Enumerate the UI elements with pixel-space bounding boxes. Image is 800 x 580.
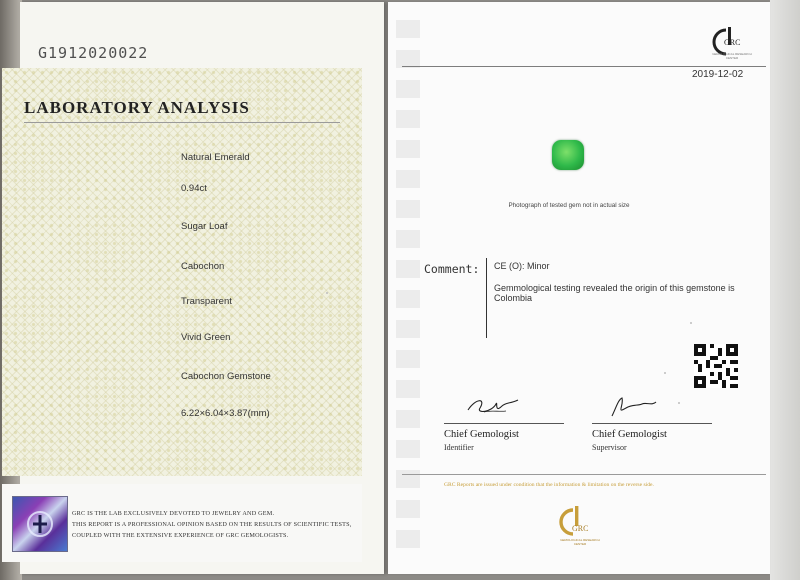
grc-gold-logo-icon: [558, 502, 602, 542]
signature-line-identifier: [444, 423, 564, 424]
signature-identifier: [466, 394, 522, 418]
statement-line-2: THIS REPORT IS A PROFESSIONAL OPINION BASED ON THE RESULTS OF SCIENTIFIC TESTS,: [72, 521, 352, 528]
photo-caption: Photograph of tested gem not in actual size: [508, 202, 630, 209]
logo-subtext-gold: GEMOLOGICAL RESEARCH CENTER: [560, 538, 600, 546]
binder-edge-right: [770, 0, 800, 580]
comment-clarity: CE (O): Minor: [494, 261, 550, 271]
report-date: 2019-12-02: [692, 69, 744, 80]
comment-divider: [486, 258, 487, 338]
footer-note: GRC Reports are issued under condition that the information & limitation on the reverse side.: [444, 482, 654, 488]
paper-speckle: [326, 292, 328, 294]
logo-text: GRC: [724, 38, 741, 47]
field-value-transparency: Transparent: [181, 296, 232, 307]
title-divider: [24, 122, 340, 123]
page-title: LABORATORY ANALYSIS: [24, 98, 250, 117]
footer-divider: [402, 474, 766, 475]
paper-speckle: [678, 402, 680, 404]
comment-label: Comment:: [424, 262, 480, 276]
signature-line-supervisor: [592, 423, 712, 424]
signer-role-identifier: Identifier: [444, 443, 474, 452]
logo-text-gold: GRC: [572, 524, 589, 533]
hologram-logo-icon: [25, 509, 55, 539]
signature-supervisor: [608, 394, 658, 420]
statement-line-1: GRC IS THE LAB EXCLUSIVELY DEVOTED TO JEWELRY AND GEM.: [72, 510, 275, 517]
grc-watermark-strip: [396, 20, 420, 560]
comment-origin: Gemmological testing revealed the origin of this gemstone is Colombia: [494, 283, 735, 303]
field-value-weight: 0.94ct: [181, 183, 207, 194]
statement-line-3: COUPLED WITH THE EXTENSIVE EXPERIENCE OF GRC GEMOLOGISTS.: [72, 532, 289, 539]
signer-title-supervisor: Chief Gemologist: [592, 429, 667, 440]
field-value-color: Vivid Green: [181, 332, 231, 343]
gem-photo: [552, 140, 584, 170]
field-value-shape: Sugar Loaf: [181, 221, 228, 232]
signer-role-supervisor: Supervisor: [592, 443, 627, 452]
lab-statement: [72, 508, 356, 541]
field-value-measurements: 6.22×6.04×3.87(mm): [181, 408, 270, 419]
field-value-item: Cabochon Gemstone: [181, 371, 271, 382]
field-value-identification: Natural Emerald: [181, 152, 250, 163]
qr-code-icon[interactable]: [694, 344, 738, 388]
paper-speckle: [690, 322, 692, 324]
header-divider: [402, 66, 766, 67]
logo-subtext: GEMOLOGICAL RESEARCH CENTER: [712, 52, 752, 60]
report-number: G1912020022: [38, 44, 149, 62]
paper-speckle: [664, 372, 666, 374]
field-value-cut: Cabochon: [181, 261, 225, 272]
hologram-seal: [12, 496, 68, 552]
signer-title-identifier: Chief Gemologist: [444, 429, 519, 440]
